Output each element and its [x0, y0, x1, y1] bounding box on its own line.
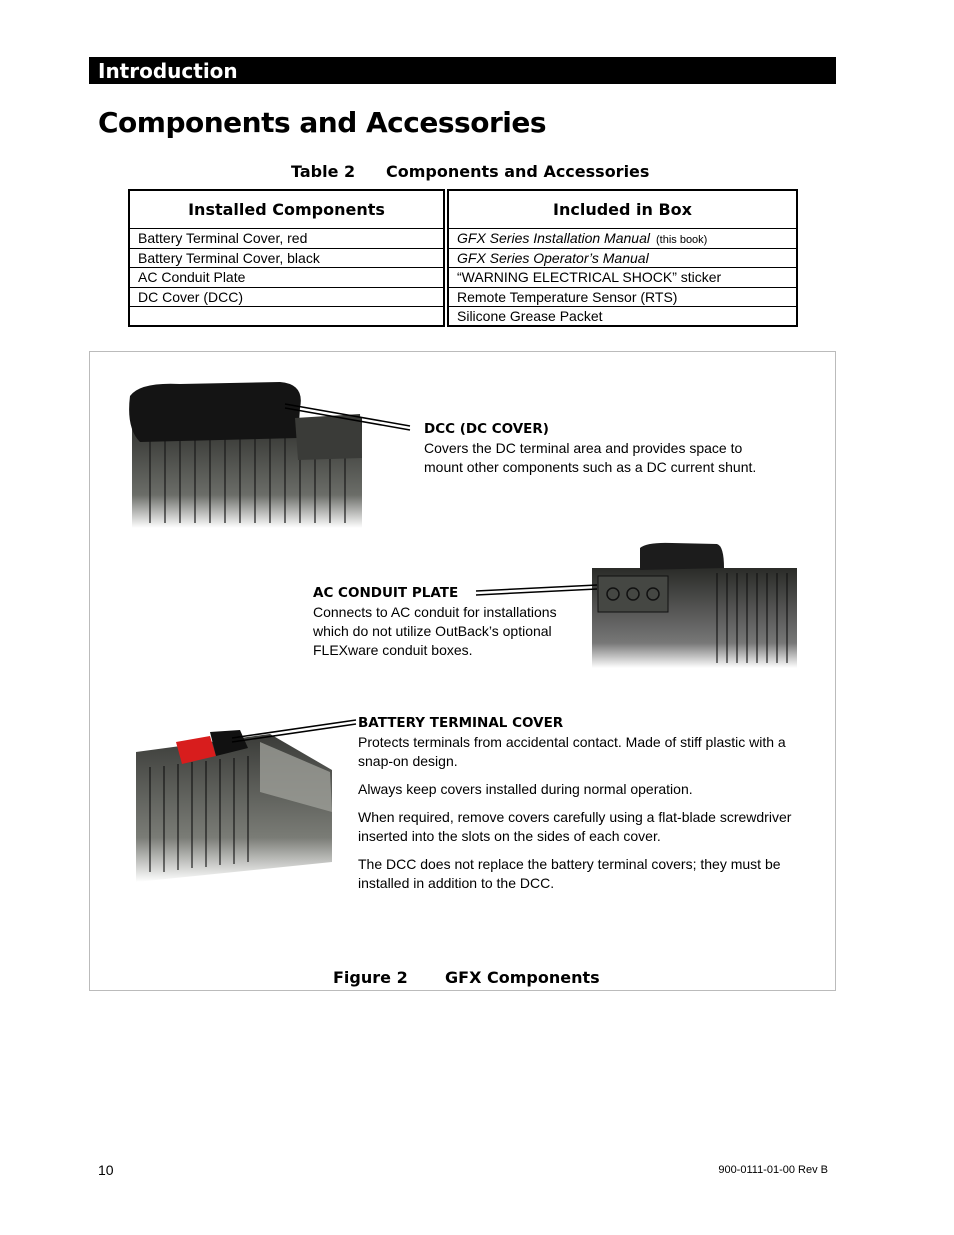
ac-plate-body-line-1: Connects to AC conduit for installations — [313, 604, 557, 620]
ac-plate-body-line-3: FLEXware conduit boxes. — [313, 642, 473, 658]
battery-cover-paragraph: The DCC does not replace the battery terminal covers; they must be installed in addition to the DCC. — [358, 856, 781, 891]
ac-plate-callout — [313, 584, 583, 660]
table-row: DC Cover (DCC) — [130, 288, 443, 308]
table-row — [449, 288, 796, 308]
dcc-body-line-1: Covers the DC terminal area and provides space to — [424, 440, 743, 456]
table-row — [449, 229, 796, 249]
battery-cover-paragraph: Protects terminals from accidental contact. Made of stiff plastic with a snap-on design. — [358, 734, 786, 769]
table-row — [449, 307, 796, 327]
dcc-illustration — [120, 378, 420, 528]
table-row — [449, 249, 796, 269]
warning-sticker-text: “WARNING ELECTRICAL SHOCK” sticker — [457, 269, 722, 285]
included-in-box-column — [447, 189, 798, 327]
battery-cover-paragraph: When required, remove covers carefully using a flat-blade screwdriver inserted into the slots on the sides of each cover. — [358, 809, 792, 844]
document-id: 900-0111-01-00 Rev B — [718, 1164, 828, 1176]
figure-caption-number: Figure 2 — [333, 968, 408, 987]
ac-plate-body-line-2: which do not utilize OutBack’s optional — [313, 623, 552, 639]
table-row — [449, 268, 796, 288]
dcc-body-line-2: mount other components such as a DC current shunt. — [424, 459, 757, 475]
battery-terminal-cover-illustration — [120, 712, 360, 890]
table-row: Battery Terminal Cover, red — [130, 229, 443, 249]
battery-cover-heading: BATTERY TERMINAL COVER — [358, 715, 564, 731]
section-header-bar — [89, 57, 836, 84]
table-row: Battery Terminal Cover, black — [130, 249, 443, 269]
table-row — [130, 307, 443, 327]
page-number: 10 — [98, 1162, 114, 1178]
installation-manual-text: GFX Series Installation Manual — [457, 230, 650, 246]
installed-components-header: Installed Components — [130, 191, 443, 229]
battery-cover-callout — [358, 714, 798, 902]
this-book-note: (this book) — [655, 234, 708, 246]
section-header-title: Introduction — [98, 59, 238, 83]
operators-manual-text: GFX Series Operator’s Manual — [457, 249, 649, 266]
ac-plate-heading: AC CONDUIT PLATE — [313, 585, 459, 601]
dcc-heading: DCC (DC COVER) — [424, 421, 549, 437]
installed-components-column — [128, 189, 445, 327]
components-table — [128, 189, 798, 327]
table-caption-number: Table 2 — [291, 162, 356, 181]
dcc-callout — [424, 420, 804, 477]
table-caption-title: Components and Accessories — [386, 162, 650, 181]
table-row: AC Conduit Plate — [130, 268, 443, 288]
page-title: Components and Accessories — [98, 106, 547, 139]
included-in-box-header: Included in Box — [449, 191, 796, 229]
figure-caption-title: GFX Components — [445, 968, 600, 987]
rts-text: Remote Temperature Sensor (RTS) — [457, 288, 678, 305]
silicone-grease-text: Silicone Grease Packet — [457, 308, 603, 324]
battery-cover-paragraph: Always keep covers installed during normal operation. — [358, 781, 693, 797]
